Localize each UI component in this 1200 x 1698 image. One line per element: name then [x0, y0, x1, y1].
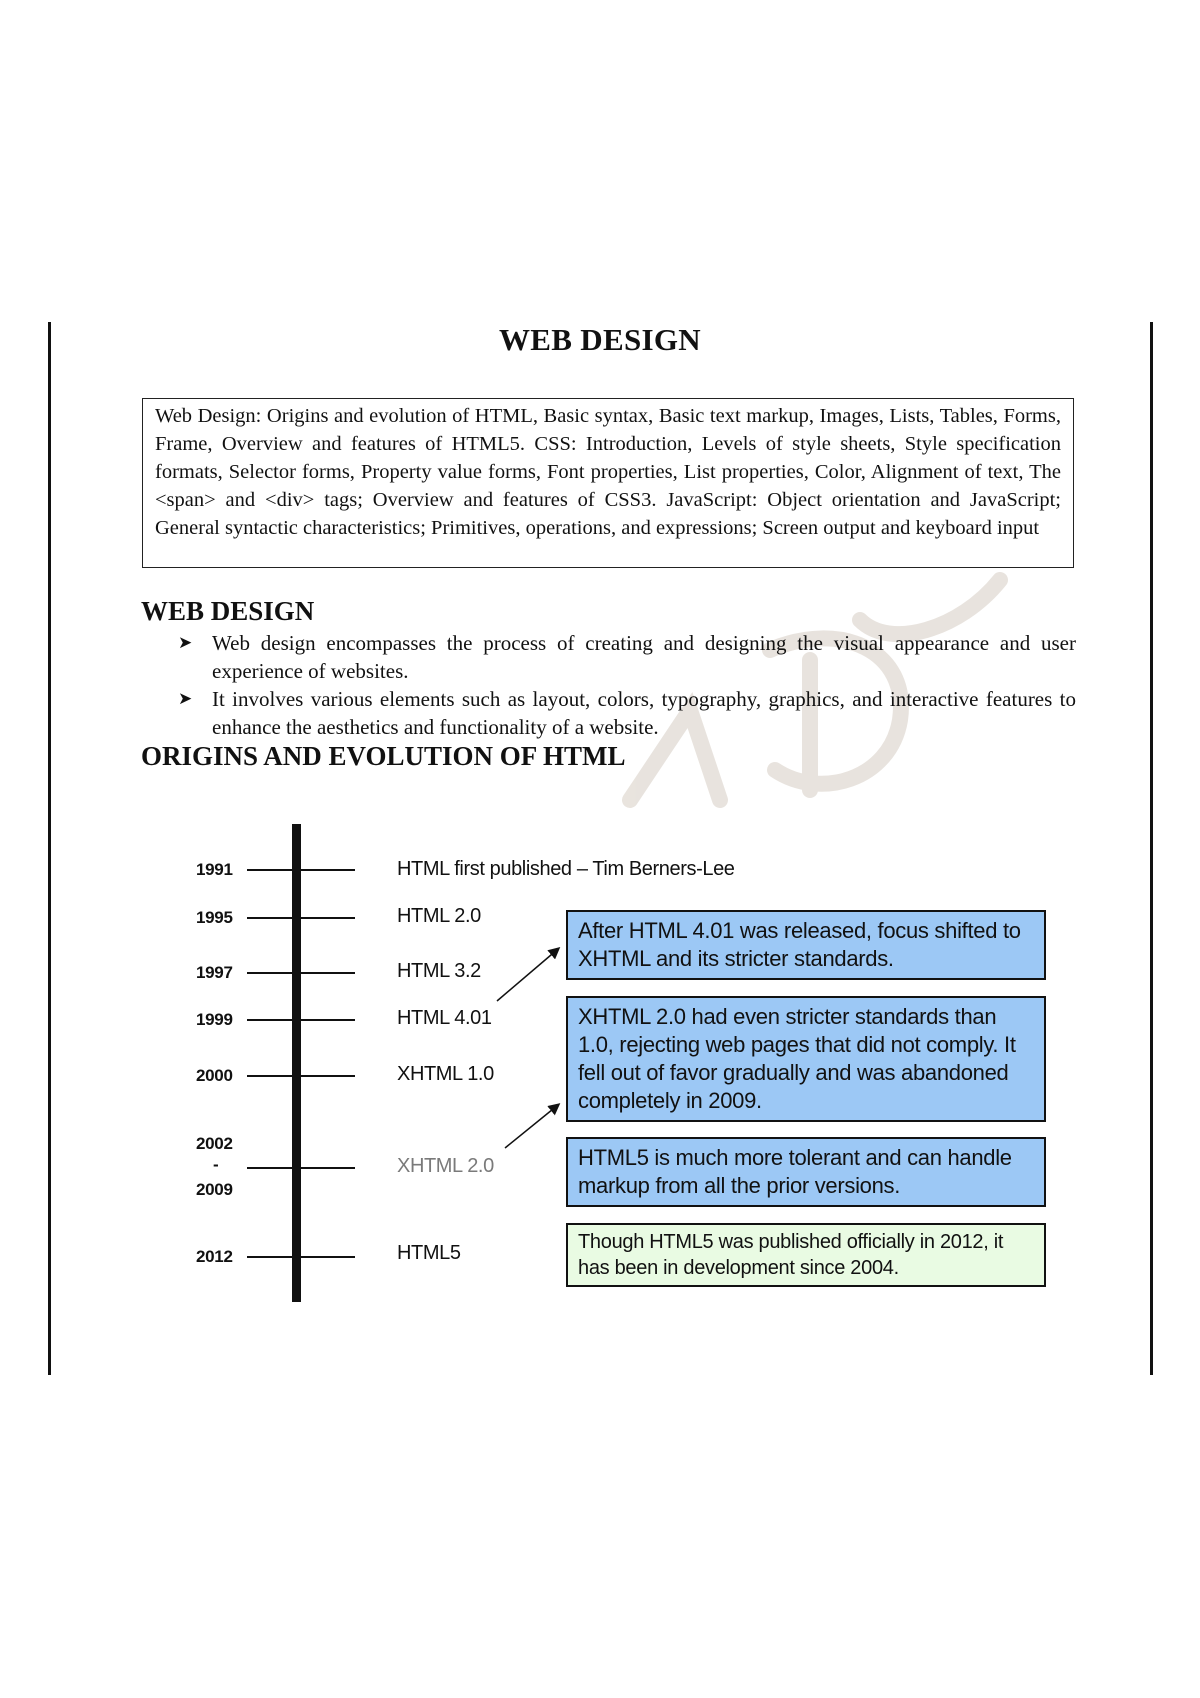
arrow-to-note-2 — [505, 1105, 558, 1148]
note-xhtml-shift: After HTML 4.01 was released, focus shifted to XHTML and its stricter standards. — [566, 910, 1046, 980]
arrow-to-note-1 — [497, 949, 558, 1001]
arrow-bullet-icon: ➤ — [178, 633, 193, 652]
page-title: WEB DESIGN — [499, 322, 701, 357]
year-2009: 2009 — [196, 1180, 233, 1199]
section-heading-web-design: WEB DESIGN — [141, 596, 315, 626]
arrow-bullet-icon: ➤ — [178, 689, 193, 708]
version-1995: HTML 2.0 — [397, 905, 481, 927]
version-2000: XHTML 1.0 — [397, 1063, 494, 1085]
bullet-text: Web design encompasses the process of creating and designing the visual appearance and user experience of websites. — [212, 631, 1076, 683]
year-1995: 1995 — [196, 908, 233, 927]
year-2002: 2002 — [196, 1134, 233, 1153]
year-2012: 2012 — [196, 1247, 233, 1266]
version-1999: HTML 4.01 — [397, 1007, 492, 1029]
version-1997: HTML 3.2 — [397, 960, 481, 982]
syllabus-box: Web Design: Origins and evolution of HTML, Basic syntax, Basic text markup, Images, Lists, Tables, Forms, Frame, Overview and features of HTML5. CSS: Introduction, Levels of style sheets, Style specification formats, Selector forms, Property value forms, Font properties, List properties, Color, Alignment of text, The <span> and <div> tags; Overview and features of CSS3. JavaScript: Object orientation and JavaScript; General syntactic characteristics; Primitives, operations, and expressions; Screen output and keyboard input — [142, 398, 1074, 568]
version-2009: XHTML 2.0 — [397, 1155, 494, 1177]
section-heading-origins: ORIGINS AND EVOLUTION OF HTML — [141, 741, 626, 771]
note-xhtml2-abandoned: XHTML 2.0 had even stricter standards than 1.0, rejecting web pages that did not comply. It fell out of favor gradually and was abandoned completely in 2009. — [566, 996, 1046, 1122]
year-range-dash: - — [213, 1155, 219, 1174]
version-2012: HTML5 — [397, 1242, 461, 1264]
year-1991: 1991 — [196, 860, 233, 879]
year-2000: 2000 — [196, 1066, 233, 1085]
note-html5-tolerant: HTML5 is much more tolerant and can handle markup from all the prior versions. — [566, 1137, 1046, 1207]
version-1991: HTML first published – Tim Berners-Lee — [397, 858, 735, 880]
year-1999: 1999 — [196, 1010, 233, 1029]
note-html5-development: Though HTML5 was published officially in 2012, it has been in development since 2004. — [566, 1223, 1046, 1287]
year-1997: 1997 — [196, 963, 233, 982]
bullet-text: It involves various elements such as layout, colors, typography, graphics, and interactive features to enhance the aesthetics and functionality of a website. — [212, 687, 1076, 739]
